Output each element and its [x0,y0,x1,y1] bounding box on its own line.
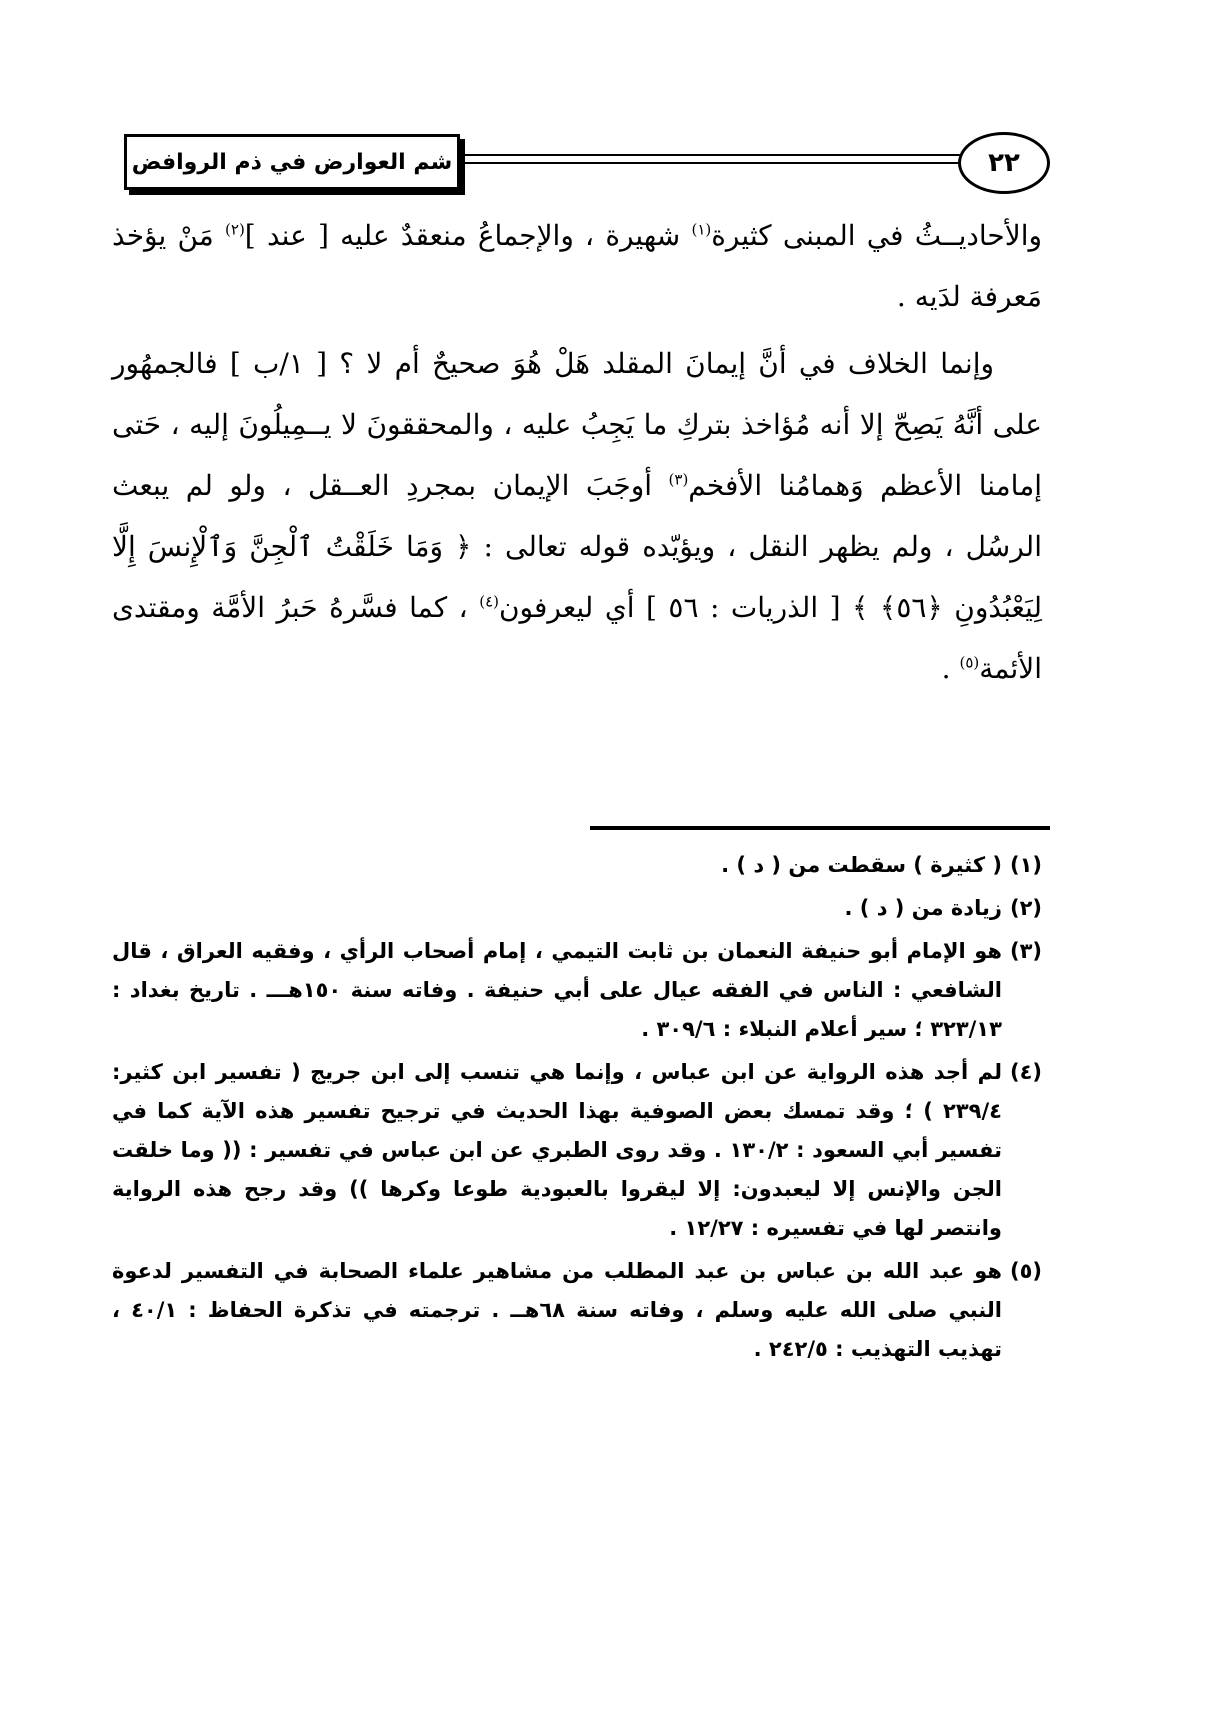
text-run: والأحاديــثُ في المبنى كثيرة [711,219,1042,252]
footnote [112,1053,1042,1248]
footnote-separator [590,826,1050,830]
footnote-text: زيادة من ( د ) . [844,896,1002,920]
footnote-text: ( كثيرة ) سقطت من ( د ) . [721,853,1002,877]
running-title-box [124,134,460,190]
footnote-text: لم أجد هذه الرواية عن ابن عباس ، وإنما هي تنسب إلى ابن جريج ( تفسير ابن كثير: ٢٣٩/٤ ) ؛ وقد تمسك بعض الصوفية بهذا الحديث في ترجيح تفسير هذه الآية كما في تفسير أبي السعود : ١٣٠/٢ . وقد روى الطبري عن ابن عباس في تفسير : (( وما خلقت الجن والإنس إلا ليعبدون: إلا ليقروا بالعبودية طوعا وكرها )) وقد رجح هذه الرواية وانتصر لها في تفسيره : ١٢/٢٧ . [112,1060,1002,1240]
footnote [112,1252,1042,1369]
text-run: ، كما فسَّرهُ حَبرُ الأمَّة ومقتدى الأئمة [112,591,1042,685]
page-header [110,128,1050,198]
text-run: وإنما الخلاف في أنَّ إيمانَ المقلد هَلْ هُوَ صحيحٌ أم لا ؟ [ ١/ب ] فالجمهُور على أنَّهُ يَصِحّ إلا أنه مُؤاخذ بتركِ ما يَجِبُ عليه ، والمحققونَ لا يــمِيلُونَ إليه ، حَتى إمامنا الأعظم وَهمامُنا الأفخم [112,347,1042,502]
footnote-ref-1: (١) [691,220,712,239]
footnote-ref-3: (٣) [668,470,689,489]
footnote-number: (٢) [1009,896,1042,920]
header-rule-upper [462,154,962,156]
footnote-ref-4: (٤) [479,592,499,611]
footnote-ref-5: (٥) [959,653,980,672]
footnote [112,846,1042,885]
page-number-badge [958,132,1050,194]
footnotes [112,846,1042,1373]
footnote-number: (١) [1009,853,1042,877]
text-run: مَنْ يؤخذ مَعرفة لدَيه . [112,219,1042,313]
paragraph-1 [112,205,1042,327]
page-number: ٢٢ [988,148,1020,178]
footnote [112,889,1042,928]
footnote-number: (٣) [1009,939,1042,963]
footnote-number: (٥) [1009,1259,1042,1283]
footnote-text: هو عبد الله بن عباس بن عبد المطلب من مشاهير علماء الصحابة في التفسير لدعوة النبي صلى الله عليه وسلم ، وفاته سنة ٦٨هــ . ترجمته في تذكرة الحفاظ : ٤٠/١ ، تهذيب التهذيب : ٢٤٢/٥ . [112,1259,1002,1361]
footnote-number: (٤) [1009,1060,1042,1084]
header-rule-lower [462,162,962,164]
text-run: أوجَبَ الإيمان بمجردِ العــقل ، ولو لم يبعث الرسُل ، ولم يظهر النقل ، ويؤيّده قوله تعالى : ﴿ وَمَا خَلَقْتُ ٱلْجِنَّ وَٱلْإِنسَ إِلَّا لِيَعْبُدُونِ ﴿٥٦﴾ ﴾ [ الذريات : ٥٦ ] أي ليعرفون [112,469,1043,624]
text-run: شهيرة ، والإجماعُ منعقدٌ عليه [ عند ] [244,219,692,252]
footnote-text: هو الإمام أبو حنيفة النعمان بن ثابت التيمي ، إمام أصحاب الرأي ، وفقيه العراق ، قال الشافعي : الناس في الفقه عيال على أبي حنيفة . وفاته سنة ١٥٠هـــ . تاريخ بغداد : ٣٢٣/١٣ ؛ سير أعلام النبلاء : ٣٠٩/٦ . [112,939,1002,1041]
paragraph-2 [112,333,1042,699]
main-text [112,205,1042,699]
running-title: شم العوارض في ذم الروافض [131,149,453,175]
footnote-ref-2: (٢) [225,220,245,239]
footnote [112,932,1042,1049]
text-run: . [941,652,960,685]
